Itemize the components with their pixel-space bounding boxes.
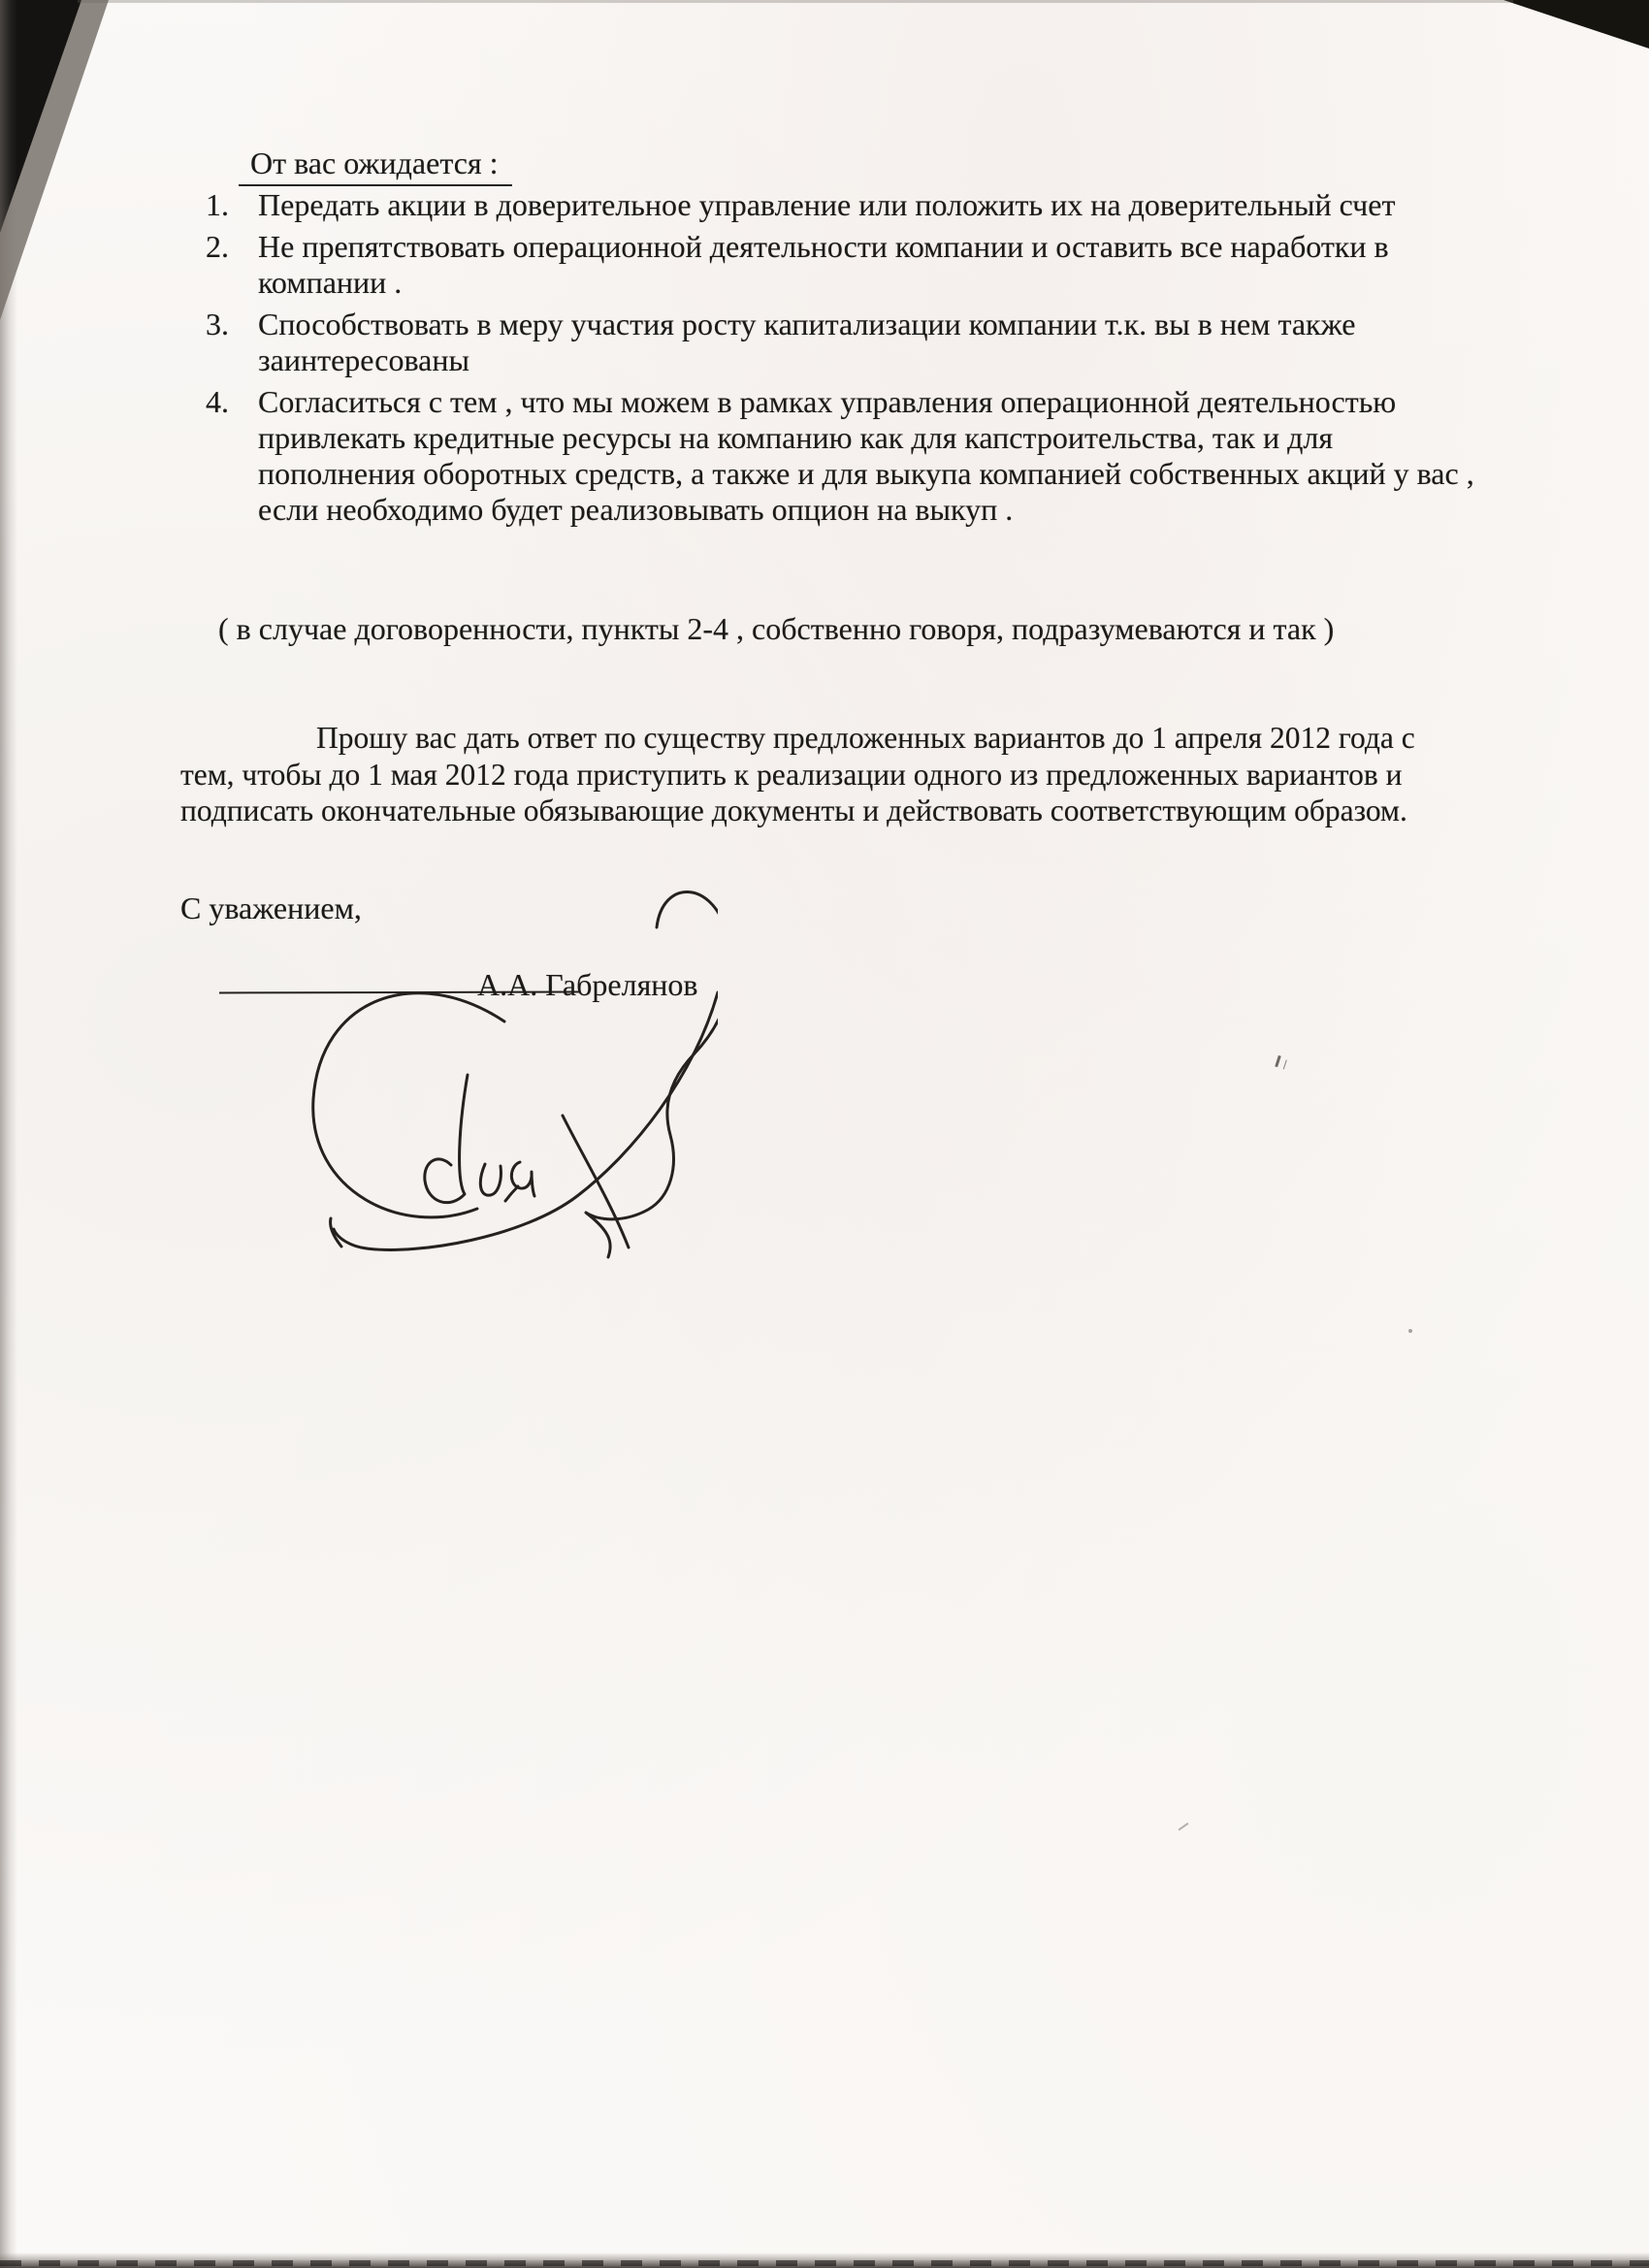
list-item [206,229,1496,301]
parenthetical-note: ( в случае договоренности, пункты 2-4 , собственно говоря, подразумеваются и так ) [218,611,1335,646]
scan-edge-bottom-noise [0,2260,1649,2266]
list-item-text: Не препятствовать операционной деятельности компании и оставить все наработки в компании . [258,229,1389,300]
list-item [206,187,1496,223]
document-heading [239,146,512,186]
closing-paragraph: Прошу вас дать ответ по существу предложенных вариантов до 1 апреля 2012 года с тем, чтобы до 1 мая 2012 года приступить к реализации одного из предложенных вариантов и подписать окончательные обязывающие документы и действовать соответствующим образом. [180,721,1415,827]
list-item [206,307,1496,378]
signature-stroke [505,1162,534,1201]
document-heading-text: От вас ожидается : [239,146,512,186]
scan-edge-top [78,0,1513,3]
scan-edge-left [0,0,17,2268]
scan-speck [1179,1823,1189,1831]
scan-corner-top-right [1504,0,1649,49]
list-item-number: 4. [206,384,229,419]
signature-stroke [425,1075,468,1203]
list-item-text: Передать акции в доверительное управление или положить их на доверительный счет [258,187,1396,222]
handwritten-signature [175,871,718,1259]
signature-stroke [563,1116,629,1247]
signature-stroke [331,992,718,1249]
signature-stroke [480,1164,501,1195]
expectations-list [206,187,1496,534]
signature-stroke [586,891,718,1257]
list-item-text: Способствовать в меру участия росту капитализации компании т.к. вы в нем также заинтересованы [258,307,1356,377]
scan-speck [1408,1329,1412,1333]
list-item-number: 3. [206,307,229,341]
list-item-text: Согласиться с тем , что мы можем в рамках управления операционной деятельностью привлекать кредитные ресурсы на компанию как для капстроительства, так и для пополнения оборотных средств, а также и для выкупа компанией собственных акций у вас , если необходимо будет реализовывать опцион на выкуп . [258,384,1474,527]
list-item-number: 2. [206,229,229,264]
signature-name: А.А. Габрелянов [477,967,698,1002]
signature-stroke [313,993,504,1217]
signoff-text: С уважением, [180,891,362,925]
scan-speck [1275,1055,1281,1067]
list-item-number: 1. [206,187,229,222]
list-item [206,384,1496,528]
